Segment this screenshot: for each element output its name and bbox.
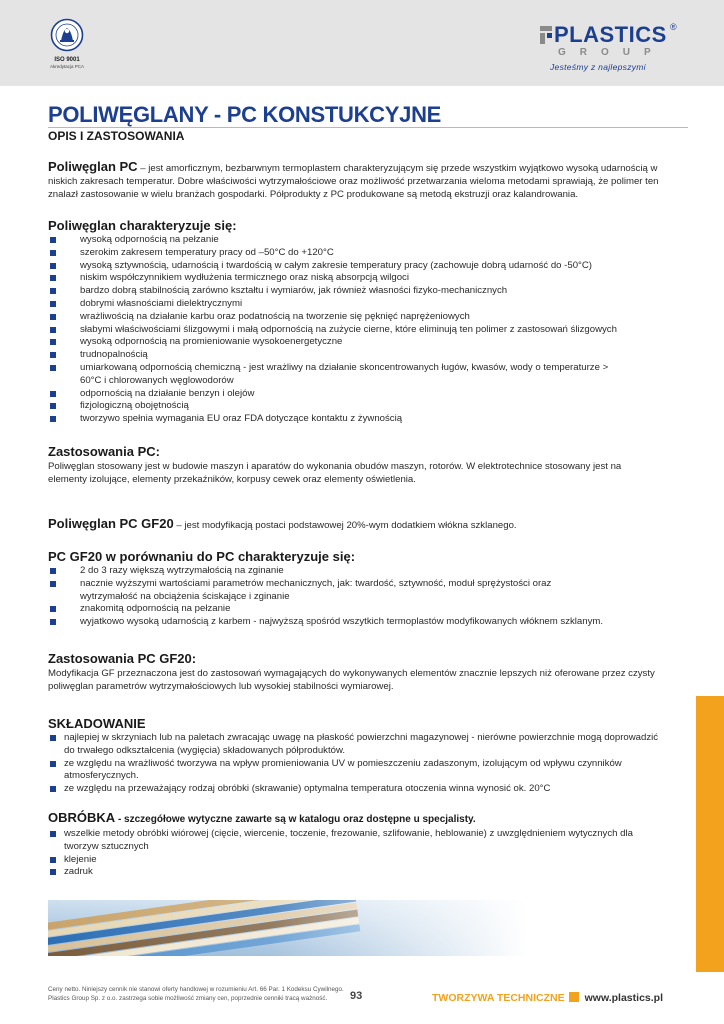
gf20-intro-lead: Poliwęglan PC GF20 [48, 516, 174, 531]
list-item: niskim współczynnikiem wydłużenia termicznego oraz niską absorpcją wilgoci [48, 272, 688, 285]
bullet-square-icon [50, 365, 56, 371]
list-item: ze względu na przeważający rodzaj obróbki (skrawanie) optymalna temperatura otoczenia winna wynosić ok. 20°C [48, 783, 668, 796]
bullet-square-icon [50, 786, 56, 792]
iso-certificate-badge [44, 18, 90, 69]
plastic-rods-photo [48, 900, 688, 956]
list-item: odpornością na działanie benzyn i olejów [48, 388, 688, 401]
list-item: ze względu na wrażliwość tworzywa na wpływ promieniowania UV w pomieszczeniu zadaszonym, izolującym od wpływu czynników atmosferycznych. [48, 758, 668, 784]
pc-intro-paragraph [48, 160, 688, 201]
list-item: nacznie wyższymi wartościami parametrów mechanicznych, jak: twardość, sztywność, moduł sprężystości oraz wytrzymałość na obciążenia ściskające i zginanie [48, 578, 688, 604]
list-item: 2 do 3 razy większą wytrzymałością na zginanie [48, 565, 688, 578]
bullet-square-icon [50, 581, 56, 587]
bullet-square-icon [50, 237, 56, 243]
logo-mark-icon [540, 26, 552, 44]
list-item: słabymi właściwościami ślizgowymi i małą odpornością na zużycie cierne, które eliminują ten polimer z zastosowań ślizgowych [48, 324, 688, 337]
pc-intro-lead: Poliwęglan PC [48, 159, 138, 174]
page-subtitle: OPIS I ZASTOSOWANIA [48, 129, 185, 143]
bullet-square-icon [50, 619, 56, 625]
pc-applications-text: Poliwęglan stosowany jest w budowie maszyn i aparatów do wykonania obudów maszyn, rotorów. W elektrotechnice stosowany jest na elementy izolujące, elementy przekaźników, korpusy cewek oraz elementy oświetlenia. [48, 461, 622, 485]
gf20-intro-text: – jest modyfikacją postaci podstawowej 20%-wym dodatkiem włókna szklanego. [173, 520, 517, 531]
side-accent-tab [696, 696, 724, 972]
storage-list [48, 732, 688, 796]
plastic-rods-image-icon [48, 900, 688, 956]
footer-disclaimer-line-2: Plastics Group Sp. z o.o. zastrzega sobie możliwość zmiany cen, poprzednie cenniki tracą ważność. [48, 994, 328, 1002]
gf20-applications-heading: Zastosowania PC GF20: [48, 651, 197, 666]
footer-disclaimer [48, 986, 348, 1003]
storage-heading: SKŁADOWANIE [48, 716, 146, 731]
bullet-square-icon [50, 831, 56, 837]
pc-features-heading: Poliwęglan charakteryzuje się: [48, 218, 237, 233]
bullet-square-icon [50, 314, 56, 320]
list-item: tworzywo spełnia wymagania EU oraz FDA dotyczące kontaktu z żywnością [48, 413, 688, 426]
bullet-square-icon [50, 339, 56, 345]
gf20-features-heading: PC GF20 w porównaniu do PC charakteryzuje się: [48, 549, 356, 564]
bullet-square-icon [50, 263, 56, 269]
list-item: bardzo dobrą stabilnością zarówno kształtu i wymiarów, jak również własności fizyko-mechanicznych [48, 285, 688, 298]
storage-section [48, 716, 688, 796]
bullet-square-icon [50, 275, 56, 281]
list-item: dobrymi własnościami dielektrycznymi [48, 298, 688, 311]
iso-subtitle: Akredytacja PCA [49, 64, 84, 69]
bullet-square-icon [50, 403, 56, 409]
list-item: trudnopalnością [48, 349, 688, 362]
list-item: szerokim zakresem temperatury pracy od –50°C do +120°C [48, 247, 688, 260]
logo-group-text: GROUP [558, 47, 665, 58]
page-title: POLIWĘGLANY - PC KONSTUKCYJNE [48, 102, 442, 127]
pc-features-list [48, 234, 688, 426]
pc-applications-heading: Zastosowania PC: [48, 444, 160, 459]
gf20-features-section [48, 549, 688, 629]
bullet-square-icon [50, 606, 56, 612]
logo-slogan: Jesteśmy z najlepszymi [550, 62, 646, 72]
bullet-square-icon [50, 250, 56, 256]
processing-heading-sub: - szczegółowe wytyczne zawarte są w katalogu oraz dostępne u specjalisty. [115, 814, 476, 825]
footer-disclaimer-line-1: Ceny netto. Niniejszy cennik nie stanowi oferty handlowej w rozumieniu Art. 66 Par. 1 Kodeksu Cywilnego. [48, 986, 344, 993]
processing-list [48, 828, 688, 879]
list-item: umiarkowaną odpornością chemiczną - jest wrażliwy na działanie skoncentrowanych ługów, kwasów, wody o temperaturze > 60°C i chlorowanych węglowodorów [48, 362, 688, 388]
bullet-square-icon [50, 352, 56, 358]
list-item: fizjologiczną obojętnością [48, 400, 688, 413]
iso-title: ISO 9001 [54, 57, 80, 63]
processing-heading-line [48, 810, 688, 828]
list-item: wrażliwością na działanie karbu oraz podatnością na tworzenie się pęknięć naprężeniowych [48, 311, 688, 324]
processing-section [48, 810, 688, 879]
footer-section-label [432, 992, 663, 1004]
bullet-square-icon [50, 391, 56, 397]
pc-intro-section [48, 160, 688, 201]
list-item: wysoką odpornością na pełzanie [48, 234, 688, 247]
list-item: zadruk [48, 866, 668, 879]
footer-section-title: TWORZYWA TECHNICZNE [432, 992, 565, 1004]
page-number: 93 [350, 990, 363, 1002]
pc-features-section [48, 218, 688, 426]
bullet-square-icon [50, 857, 56, 863]
list-item: wszelkie metody obróbki wiórowej (cięcie, wiercenie, toczenie, frezowanie, szlifowanie, heblowanie) z uwzględnieniem wytycznych dla tworzyw sztucznych [48, 828, 668, 854]
pc-applications-section [48, 444, 688, 486]
bullet-square-icon [50, 869, 56, 875]
gf20-applications-section [48, 651, 688, 693]
bullet-square-icon [50, 327, 56, 333]
logo-wordmark: PLASTICS [554, 22, 667, 47]
bullet-square-icon [50, 416, 56, 422]
footer-website-link[interactable]: www.plastics.pl [584, 992, 663, 1004]
title-divider [48, 127, 688, 128]
list-item: najlepiej w skrzyniach lub na paletach zwracając uwagę na płaskość powierzchni magazynowej - nierówne powierzchnie mogą doprowadzić do trwałego odkształcenia (wygięcia) składowanych półproduktów. [48, 732, 668, 758]
bullet-square-icon [50, 761, 56, 767]
bullet-square-icon [50, 301, 56, 307]
bullet-square-icon [50, 288, 56, 294]
logo-registered-mark: ® [670, 22, 677, 32]
gf20-applications-text: Modyfikacja GF przeznaczona jest do zastosowań wymagających do wykonywanych elementów znacznie lepszych niż oferowane przez czysty poliwęglan parametrów wytrzymałościowych lub wysokiej stabilności wymiarowej. [48, 668, 655, 692]
bullet-square-icon [50, 568, 56, 574]
page-header [0, 0, 724, 86]
pc-intro-text: – jest amorficznym, bezbarwnym termoplastem charakteryzującym się przede wszystkim wyjątkowo wysoką udarnością w niskich zakresach temperatur. Dobre właściwości wytrzymałościowe oraz możliwość przetwarzania wieloma metodami sprawiają, że polimer ten znalazł zastosowanie w wielu branżach gospodarki. Półprodukty z PC produkowane są metodą ekstruzji oraz kalandrowania. [48, 163, 659, 200]
processing-heading: OBRÓBKA [48, 810, 116, 825]
gf20-features-list [48, 565, 688, 629]
bullet-square-icon [50, 735, 56, 741]
orange-square-icon [569, 992, 579, 1002]
gf20-intro-section [48, 517, 688, 532]
list-item: wyjatkowo wysoką udarnością z karbem - najwyższą spośród wszytkich termoplastów modyfikowanych włóknem szklanym. [48, 616, 688, 629]
gf20-intro-paragraph [48, 517, 688, 532]
list-item: wysoką odpornością na promieniowanie wysokoenergetyczne [48, 336, 688, 349]
list-item: klejenie [48, 854, 668, 867]
certification-seal-icon [50, 18, 84, 56]
list-item: wysoką sztywnością, udarnością i twardością w całym zakresie temperatury pracy (zachowuje dobrą udarność do -50°C) [48, 260, 688, 273]
list-item: znakomitą odpornością na pełzanie [48, 603, 688, 616]
